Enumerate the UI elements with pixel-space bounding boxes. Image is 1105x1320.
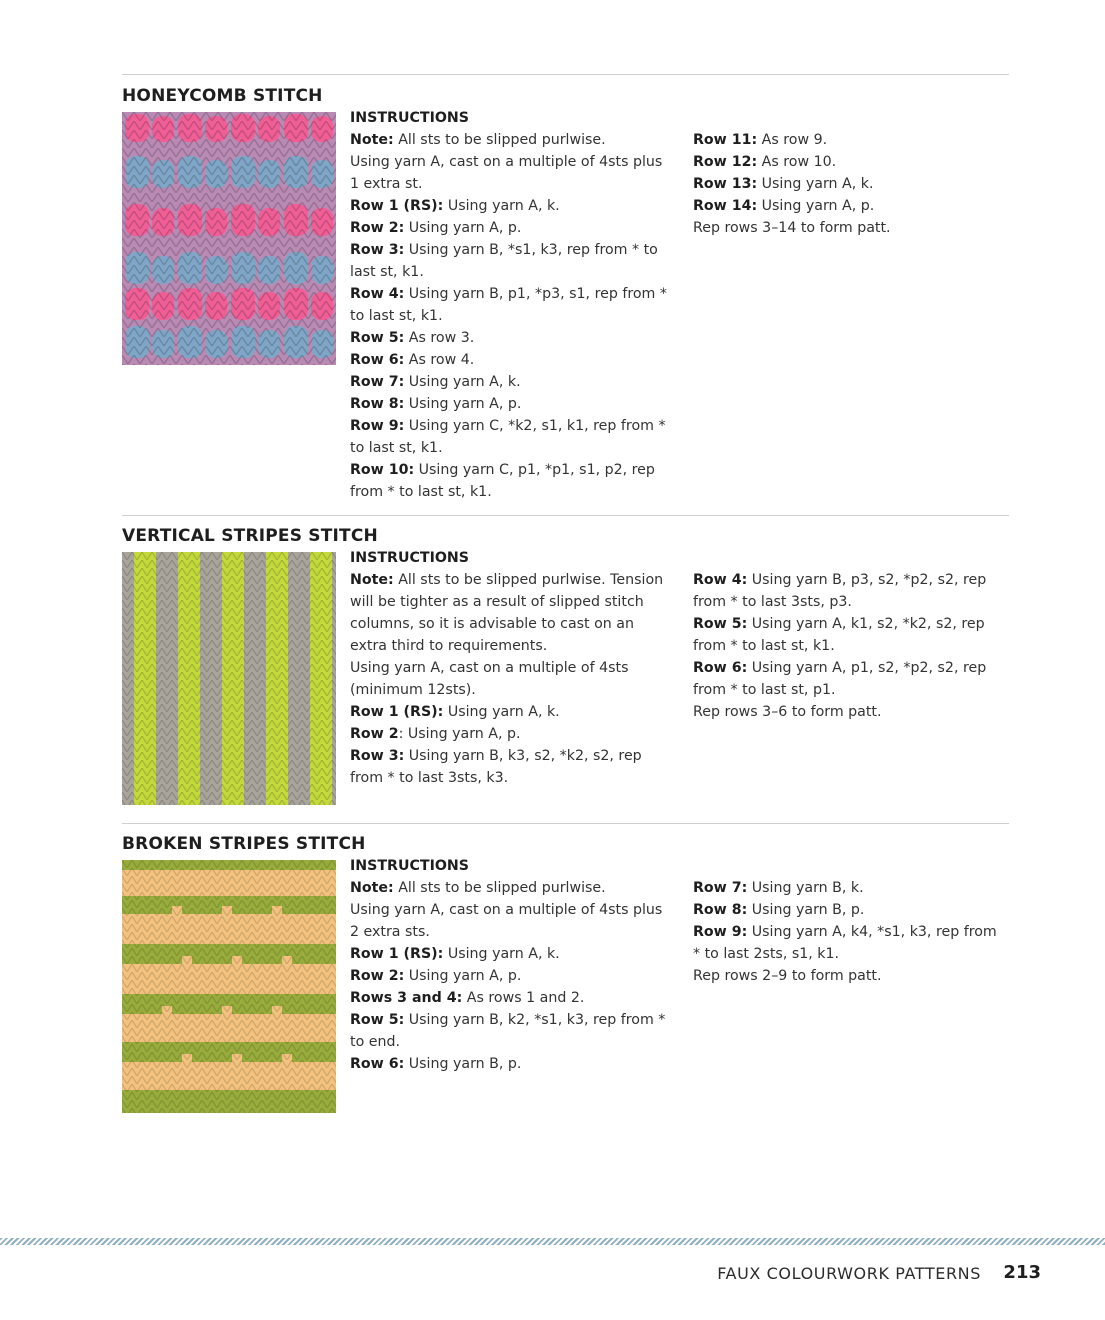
instruction-text: Rep rows 2–9 to form patt. bbox=[693, 968, 882, 984]
instruction-line bbox=[693, 701, 1008, 723]
instruction-text: Using yarn A, cast on a multiple of 4sts plus 2 extra sts. bbox=[350, 902, 663, 940]
instruction-line bbox=[350, 239, 675, 283]
instruction-line bbox=[693, 877, 1008, 899]
instruction-text: Using yarn C, *k2, s1, k1, rep from * to last st, k1. bbox=[350, 418, 666, 456]
instruction-line bbox=[350, 151, 675, 195]
instruction-line bbox=[693, 195, 1008, 217]
instruction-text: : Using yarn A, p. bbox=[398, 726, 521, 742]
instructions-heading: INSTRUCTIONS bbox=[350, 858, 470, 874]
instruction-text: All sts to be slipped purlwise. Tension will be tighter as a result of slipped stitch columns, so it is advisable to cast on an extra third to requirements. bbox=[350, 572, 664, 654]
instruction-line bbox=[350, 569, 675, 657]
instruction-row-label: Row 6: bbox=[350, 1056, 405, 1072]
section-title-broken-stripes: BROKEN STRIPES STITCH bbox=[122, 834, 366, 854]
instruction-line bbox=[350, 129, 675, 151]
broken-stripes-instructions-col2 bbox=[693, 877, 1008, 987]
footer-chapter-title: FAUX COLOURWORK PATTERNS bbox=[717, 1264, 981, 1283]
instruction-row-label: Row 6: bbox=[693, 660, 748, 676]
instruction-list bbox=[693, 569, 1008, 723]
instruction-row-label: Rows 3 and 4: bbox=[350, 990, 463, 1006]
instruction-row-label: Row 8: bbox=[693, 902, 748, 918]
instruction-row-label: Row 6: bbox=[350, 352, 405, 368]
instruction-line bbox=[350, 987, 675, 1009]
vertical-stripes-instructions-col1 bbox=[350, 547, 675, 789]
instruction-text: Using yarn A, p. bbox=[404, 396, 522, 412]
instruction-line bbox=[350, 899, 675, 943]
instruction-row-label: Row 1 (RS): bbox=[350, 704, 444, 720]
instruction-text: Using yarn A, k. bbox=[443, 198, 560, 214]
footer-hatched-band bbox=[0, 1238, 1105, 1245]
instruction-row-label: Row 2: bbox=[350, 220, 405, 236]
instruction-row-label: Row 12: bbox=[693, 154, 758, 170]
instruction-line bbox=[350, 1009, 675, 1053]
instruction-line bbox=[350, 1053, 675, 1075]
instruction-text: Using yarn B, k2, *s1, k3, rep from * to end. bbox=[350, 1012, 666, 1050]
broken-stripes-swatch-image bbox=[122, 860, 336, 1113]
instruction-text: Using yarn C, p1, *p1, s1, p2, rep from * to last st, k1. bbox=[350, 462, 655, 500]
instruction-text: Using yarn B, p1, *p3, s1, rep from * to last st, k1. bbox=[350, 286, 667, 324]
instruction-row-label: Row 3: bbox=[350, 748, 405, 764]
instruction-list bbox=[350, 877, 675, 1075]
instruction-row-label: Row 4: bbox=[693, 572, 748, 588]
instruction-row-label: Note: bbox=[350, 132, 394, 148]
instructions-heading: INSTRUCTIONS bbox=[350, 110, 470, 126]
instruction-row-label: Row 5: bbox=[350, 1012, 405, 1028]
instruction-row-label: Row 4: bbox=[350, 286, 405, 302]
instruction-row-label: Row 5: bbox=[350, 330, 405, 346]
instruction-line bbox=[350, 327, 675, 349]
instruction-text: Using yarn B, k. bbox=[747, 880, 864, 896]
instruction-list bbox=[350, 569, 675, 789]
section-divider bbox=[122, 823, 1009, 824]
broken-stripes-instructions-col1 bbox=[350, 855, 675, 1075]
instruction-row-label: Row 2: bbox=[350, 968, 405, 984]
honeycomb-instructions-col1 bbox=[350, 107, 675, 503]
instruction-row-label: Row 3: bbox=[350, 242, 405, 258]
instruction-line bbox=[693, 151, 1008, 173]
instruction-line bbox=[350, 283, 675, 327]
instruction-line bbox=[693, 129, 1008, 151]
instruction-line bbox=[693, 657, 1008, 701]
instruction-line bbox=[350, 349, 675, 371]
instruction-text: Using yarn A, k4, *s1, k3, rep from * to last 2sts, s1, k1. bbox=[693, 924, 997, 962]
instruction-line bbox=[350, 701, 675, 723]
instruction-text: Using yarn A, p. bbox=[404, 968, 522, 984]
instruction-row-label: Row 14: bbox=[693, 198, 758, 214]
instruction-text: All sts to be slipped purlwise. bbox=[393, 880, 606, 896]
honeycomb-swatch-image bbox=[122, 112, 336, 365]
instruction-text: Using yarn A, cast on a multiple of 4sts (minimum 12sts). bbox=[350, 660, 629, 698]
instruction-line bbox=[350, 965, 675, 987]
instruction-text: Using yarn B, p3, s2, *p2, s2, rep from * to last 3sts, p3. bbox=[693, 572, 987, 610]
instruction-text: All sts to be slipped purlwise. bbox=[393, 132, 606, 148]
instruction-row-label: Row 1 (RS): bbox=[350, 946, 444, 962]
instruction-text: Using yarn A, p1, s2, *p2, s2, rep from * to last st, p1. bbox=[693, 660, 987, 698]
instruction-text: Using yarn A, k. bbox=[443, 946, 560, 962]
vertical-stripes-swatch-image bbox=[122, 552, 336, 805]
instruction-text: Using yarn A, p. bbox=[757, 198, 875, 214]
instruction-line bbox=[350, 459, 675, 503]
section-divider bbox=[122, 74, 1009, 75]
instruction-text: Using yarn A, k1, s2, *k2, s2, rep from * to last st, k1. bbox=[693, 616, 985, 654]
instruction-text: Using yarn B, *s1, k3, rep from * to last st, k1. bbox=[350, 242, 658, 280]
instructions-heading: INSTRUCTIONS bbox=[350, 550, 470, 566]
instruction-line bbox=[350, 943, 675, 965]
instruction-text: As row 3. bbox=[404, 330, 475, 346]
instruction-line bbox=[693, 899, 1008, 921]
instruction-line bbox=[693, 965, 1008, 987]
instruction-text: Using yarn B, k3, s2, *k2, s2, rep from * to last 3sts, k3. bbox=[350, 748, 642, 786]
instruction-text: Using yarn B, p. bbox=[404, 1056, 522, 1072]
instruction-text: Using yarn A, k. bbox=[757, 176, 874, 192]
instruction-row-label: Note: bbox=[350, 572, 394, 588]
instruction-list bbox=[693, 129, 1008, 239]
instruction-row-label: Row 7: bbox=[693, 880, 748, 896]
instruction-line bbox=[350, 393, 675, 415]
instruction-list bbox=[693, 877, 1008, 987]
instruction-text: As row 4. bbox=[404, 352, 475, 368]
vertical-stripes-instructions-col2 bbox=[693, 569, 1008, 723]
instruction-row-label: Row 11: bbox=[693, 132, 758, 148]
instruction-line bbox=[693, 921, 1008, 965]
instruction-row-label: Row 5: bbox=[693, 616, 748, 632]
instruction-line bbox=[693, 173, 1008, 195]
instruction-line bbox=[693, 569, 1008, 613]
instruction-row-label: Row 9: bbox=[350, 418, 405, 434]
section-title-vertical-stripes: VERTICAL STRIPES STITCH bbox=[122, 526, 378, 546]
section-divider bbox=[122, 515, 1009, 516]
instruction-text: Rep rows 3–6 to form patt. bbox=[693, 704, 882, 720]
instruction-list bbox=[350, 129, 675, 503]
instruction-text: Using yarn A, cast on a multiple of 4sts plus 1 extra st. bbox=[350, 154, 663, 192]
instruction-row-label: Row 7: bbox=[350, 374, 405, 390]
instruction-text: Using yarn A, p. bbox=[404, 220, 522, 236]
instruction-line bbox=[350, 723, 675, 745]
instruction-line bbox=[350, 217, 675, 239]
instruction-line bbox=[350, 371, 675, 393]
instruction-line bbox=[350, 745, 675, 789]
instruction-line bbox=[693, 217, 1008, 239]
instruction-line bbox=[350, 657, 675, 701]
instruction-line bbox=[693, 613, 1008, 657]
instruction-row-label: Row 2 bbox=[350, 726, 399, 742]
instruction-text: As rows 1 and 2. bbox=[462, 990, 585, 1006]
instruction-row-label: Row 8: bbox=[350, 396, 405, 412]
page-number: 213 bbox=[1003, 1262, 1041, 1283]
instruction-line bbox=[350, 195, 675, 217]
instruction-text: Using yarn B, p. bbox=[747, 902, 865, 918]
instruction-row-label: Row 1 (RS): bbox=[350, 198, 444, 214]
instruction-line bbox=[350, 415, 675, 459]
instruction-row-label: Note: bbox=[350, 880, 394, 896]
instruction-text: Using yarn A, k. bbox=[404, 374, 521, 390]
honeycomb-instructions-col2 bbox=[693, 129, 1008, 239]
instruction-text: Rep rows 3–14 to form patt. bbox=[693, 220, 891, 236]
instruction-row-label: Row 9: bbox=[693, 924, 748, 940]
instruction-row-label: Row 13: bbox=[693, 176, 758, 192]
instruction-text: Using yarn A, k. bbox=[443, 704, 560, 720]
section-title-honeycomb: HONEYCOMB STITCH bbox=[122, 86, 323, 106]
instruction-line bbox=[350, 877, 675, 899]
instruction-row-label: Row 10: bbox=[350, 462, 415, 478]
instruction-text: As row 9. bbox=[757, 132, 828, 148]
instruction-text: As row 10. bbox=[757, 154, 837, 170]
